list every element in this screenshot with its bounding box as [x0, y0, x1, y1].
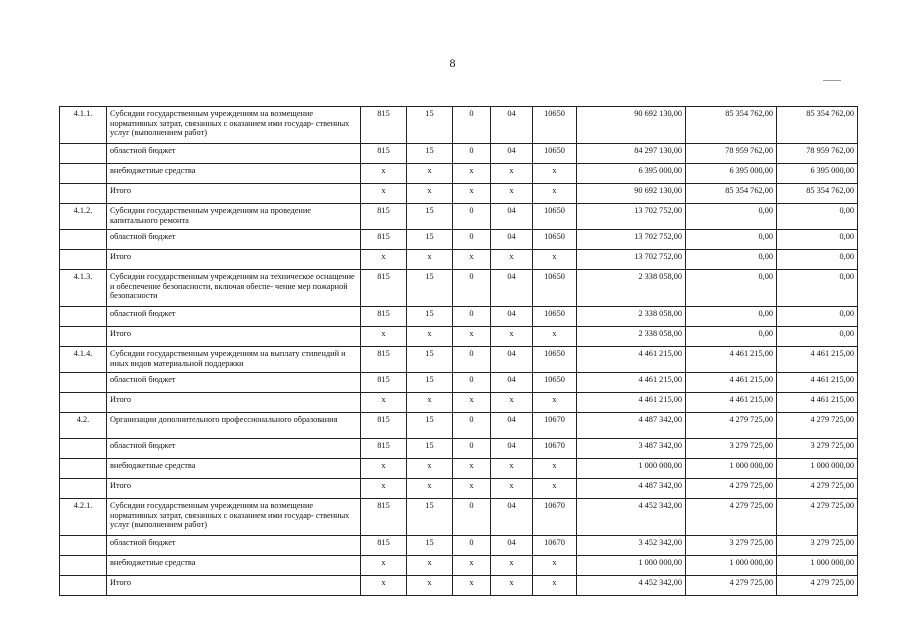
amount-cell: 2 338 058,00 [577, 270, 686, 307]
table-row [60, 184, 858, 204]
code-cell: 15 [407, 107, 453, 144]
row-number-cell [60, 393, 107, 413]
row-number-cell [60, 307, 107, 327]
row-number-cell [60, 556, 107, 576]
code-cell: x [491, 479, 533, 499]
amount-cell: 0,00 [686, 250, 777, 270]
code-cell: x [407, 576, 453, 596]
amount-cell: 4 461 215,00 [577, 347, 686, 373]
amount-cell: 1 000 000,00 [777, 556, 858, 576]
amount-cell: 13 702 752,00 [577, 250, 686, 270]
code-cell: 0 [453, 499, 491, 536]
code-cell: x [407, 479, 453, 499]
code-cell: x [407, 393, 453, 413]
row-name-cell: Субсидии государственным учреждениям на техническое оснащение и обеспечение безопасности, включая обеспе- чение мер пожарной безопасности [107, 270, 361, 307]
code-cell: 04 [491, 536, 533, 556]
row-name-cell: Итого [107, 250, 361, 270]
code-cell: x [361, 459, 407, 479]
code-cell: x [361, 327, 407, 347]
amount-cell: 1 000 000,00 [686, 459, 777, 479]
code-cell: x [533, 327, 577, 347]
row-number-cell [60, 184, 107, 204]
code-cell: 815 [361, 373, 407, 393]
amount-cell: 2 338 058,00 [577, 307, 686, 327]
amount-cell: 3 487 342,00 [577, 439, 686, 459]
amount-cell: 3 279 725,00 [686, 439, 777, 459]
table-row [60, 439, 858, 459]
table-row [60, 164, 858, 184]
code-cell: 04 [491, 499, 533, 536]
code-cell: 10670 [533, 413, 577, 439]
code-cell: 815 [361, 270, 407, 307]
table-row [60, 204, 858, 230]
code-cell: 10650 [533, 230, 577, 250]
amount-cell: 4 279 725,00 [686, 576, 777, 596]
row-name-cell: Итого [107, 327, 361, 347]
row-number-cell: 4.1.2. [60, 204, 107, 230]
code-cell: 15 [407, 204, 453, 230]
row-name-cell: областной бюджет [107, 439, 361, 459]
amount-cell: 3 279 725,00 [686, 536, 777, 556]
code-cell: x [361, 479, 407, 499]
code-cell: x [491, 459, 533, 479]
amount-cell: 4 279 725,00 [686, 479, 777, 499]
code-cell: x [533, 576, 577, 596]
amount-cell: 1 000 000,00 [777, 459, 858, 479]
amount-cell: 4 279 725,00 [777, 479, 858, 499]
table-row [60, 347, 858, 373]
code-cell: 815 [361, 499, 407, 536]
amount-cell: 85 354 762,00 [777, 184, 858, 204]
amount-cell: 0,00 [686, 307, 777, 327]
code-cell: 15 [407, 373, 453, 393]
row-name-cell: внебюджетные средства [107, 556, 361, 576]
amount-cell: 4 487 342,00 [577, 479, 686, 499]
code-cell: 10650 [533, 107, 577, 144]
table-row [60, 144, 858, 164]
code-cell: 10650 [533, 144, 577, 164]
code-cell: 10670 [533, 439, 577, 459]
row-name-cell: Субсидии государственным учреждениям на возмещение нормативных затрат, связанных с оказанием ими государ- ственных услуг (выполнением работ) [107, 499, 361, 536]
row-name-cell: Итого [107, 479, 361, 499]
code-cell: x [407, 327, 453, 347]
code-cell: x [361, 576, 407, 596]
code-cell: x [491, 164, 533, 184]
code-cell: x [361, 393, 407, 413]
table-row [60, 499, 858, 536]
row-number-cell [60, 327, 107, 347]
amount-cell: 4 461 215,00 [686, 373, 777, 393]
code-cell: 0 [453, 413, 491, 439]
amount-cell: 4 279 725,00 [777, 576, 858, 596]
code-cell: x [533, 556, 577, 576]
code-cell: x [453, 164, 491, 184]
amount-cell: 0,00 [777, 327, 858, 347]
row-number-cell: 4.2.1. [60, 499, 107, 536]
amount-cell: 0,00 [777, 307, 858, 327]
amount-cell: 4 461 215,00 [577, 373, 686, 393]
code-cell: x [453, 393, 491, 413]
amount-cell: 4 461 215,00 [777, 393, 858, 413]
code-cell: 04 [491, 107, 533, 144]
code-cell: x [491, 327, 533, 347]
table-row [60, 576, 858, 596]
amount-cell: 0,00 [777, 270, 858, 307]
row-name-cell: внебюджетные средства [107, 164, 361, 184]
code-cell: 815 [361, 144, 407, 164]
code-cell: 15 [407, 347, 453, 373]
code-cell: x [491, 556, 533, 576]
code-cell: 0 [453, 204, 491, 230]
row-number-cell [60, 536, 107, 556]
row-number-cell [60, 459, 107, 479]
row-number-cell [60, 144, 107, 164]
amount-cell: 4 279 725,00 [686, 413, 777, 439]
code-cell: x [533, 184, 577, 204]
row-name-cell: Субсидии государственным учреждениям на возмещение нормативных затрат, связанных с оказанием ими государ- ственных услуг (выполнением работ) [107, 107, 361, 144]
table-row [60, 536, 858, 556]
amount-cell: 6 395 000,00 [686, 164, 777, 184]
code-cell: 815 [361, 307, 407, 327]
code-cell: x [407, 184, 453, 204]
amount-cell: 4 461 215,00 [686, 393, 777, 413]
code-cell: 04 [491, 413, 533, 439]
table-row [60, 556, 858, 576]
code-cell: 0 [453, 270, 491, 307]
code-cell: x [361, 184, 407, 204]
table-row [60, 373, 858, 393]
amount-cell: 4 279 725,00 [777, 499, 858, 536]
code-cell: x [453, 250, 491, 270]
code-cell: x [407, 164, 453, 184]
code-cell: x [453, 556, 491, 576]
code-cell: 0 [453, 439, 491, 459]
code-cell: 0 [453, 230, 491, 250]
amount-cell: 13 702 752,00 [577, 204, 686, 230]
code-cell: 0 [453, 536, 491, 556]
code-cell: x [407, 250, 453, 270]
code-cell: 815 [361, 204, 407, 230]
amount-cell: 0,00 [686, 270, 777, 307]
row-name-cell: областной бюджет [107, 230, 361, 250]
code-cell: x [453, 327, 491, 347]
code-cell: 815 [361, 439, 407, 459]
amount-cell: 90 692 130,00 [577, 107, 686, 144]
amount-cell: 6 395 000,00 [777, 164, 858, 184]
code-cell: 15 [407, 499, 453, 536]
code-cell: 0 [453, 307, 491, 327]
code-cell: 04 [491, 439, 533, 459]
amount-cell: 85 354 762,00 [686, 107, 777, 144]
row-number-cell [60, 479, 107, 499]
code-cell: x [491, 393, 533, 413]
code-cell: 10650 [533, 204, 577, 230]
code-cell: 04 [491, 144, 533, 164]
row-name-cell: Итого [107, 184, 361, 204]
row-name-cell: областной бюджет [107, 307, 361, 327]
table-row [60, 327, 858, 347]
table-row [60, 107, 858, 144]
code-cell: 815 [361, 107, 407, 144]
code-cell: 15 [407, 144, 453, 164]
scan-mark [823, 80, 841, 81]
row-name-cell: Субсидии государственным учреждениям на проведение капитального ремонта [107, 204, 361, 230]
code-cell: 04 [491, 307, 533, 327]
amount-cell: 4 461 215,00 [777, 347, 858, 373]
amount-cell: 4 461 215,00 [577, 393, 686, 413]
code-cell: x [361, 556, 407, 576]
budget-table [59, 106, 858, 596]
amount-cell: 78 959 762,00 [686, 144, 777, 164]
table-row [60, 459, 858, 479]
amount-cell: 0,00 [777, 230, 858, 250]
row-name-cell: Субсидии государственным учреждениям на выплату стипендий и иных видов материальной поддержки [107, 347, 361, 373]
code-cell: x [453, 576, 491, 596]
amount-cell: 0,00 [686, 327, 777, 347]
code-cell: 815 [361, 347, 407, 373]
amount-cell: 4 487 342,00 [577, 413, 686, 439]
code-cell: 04 [491, 373, 533, 393]
code-cell: 0 [453, 347, 491, 373]
row-number-cell: 4.1.4. [60, 347, 107, 373]
code-cell: x [533, 164, 577, 184]
code-cell: x [407, 459, 453, 479]
code-cell: x [361, 164, 407, 184]
amount-cell: 4 279 725,00 [686, 499, 777, 536]
table-row [60, 393, 858, 413]
row-number-cell [60, 230, 107, 250]
code-cell: x [491, 250, 533, 270]
row-name-cell: Организации дополнительного профессионального образования [107, 413, 361, 439]
code-cell: 0 [453, 373, 491, 393]
amount-cell: 0,00 [777, 204, 858, 230]
code-cell: 15 [407, 439, 453, 459]
amount-cell: 4 461 215,00 [777, 373, 858, 393]
amount-cell: 4 452 342,00 [577, 499, 686, 536]
table-row [60, 479, 858, 499]
row-number-cell: 4.2. [60, 413, 107, 439]
page-number: 8 [449, 56, 456, 70]
code-cell: 15 [407, 270, 453, 307]
code-cell: 0 [453, 144, 491, 164]
code-cell: 04 [491, 230, 533, 250]
code-cell: x [491, 576, 533, 596]
code-cell: 815 [361, 413, 407, 439]
code-cell: 815 [361, 230, 407, 250]
amount-cell: 6 395 000,00 [577, 164, 686, 184]
amount-cell: 0,00 [686, 204, 777, 230]
amount-cell: 13 702 752,00 [577, 230, 686, 250]
table-body [60, 107, 858, 596]
amount-cell: 90 692 130,00 [577, 184, 686, 204]
amount-cell: 1 000 000,00 [577, 556, 686, 576]
row-number-cell [60, 576, 107, 596]
code-cell: x [533, 479, 577, 499]
amount-cell: 78 959 762,00 [777, 144, 858, 164]
code-cell: 15 [407, 307, 453, 327]
row-name-cell: областной бюджет [107, 373, 361, 393]
amount-cell: 2 338 058,00 [577, 327, 686, 347]
code-cell: x [361, 250, 407, 270]
code-cell: x [533, 393, 577, 413]
code-cell: 15 [407, 536, 453, 556]
row-name-cell: Итого [107, 393, 361, 413]
row-name-cell: областной бюджет [107, 536, 361, 556]
amount-cell: 3 279 725,00 [777, 439, 858, 459]
row-number-cell [60, 164, 107, 184]
code-cell: 10650 [533, 270, 577, 307]
row-number-cell: 4.1.1. [60, 107, 107, 144]
code-cell: x [533, 459, 577, 479]
code-cell: 04 [491, 270, 533, 307]
amount-cell: 4 452 342,00 [577, 576, 686, 596]
code-cell: x [407, 556, 453, 576]
code-cell: 10650 [533, 373, 577, 393]
code-cell: 04 [491, 347, 533, 373]
table-row [60, 270, 858, 307]
row-number-cell: 4.1.3. [60, 270, 107, 307]
row-number-cell [60, 439, 107, 459]
amount-cell: 84 297 130,00 [577, 144, 686, 164]
row-name-cell: областной бюджет [107, 144, 361, 164]
code-cell: 10670 [533, 536, 577, 556]
table-row [60, 307, 858, 327]
table-row [60, 250, 858, 270]
amount-cell: 1 000 000,00 [577, 459, 686, 479]
code-cell: 0 [453, 107, 491, 144]
amount-cell: 3 279 725,00 [777, 536, 858, 556]
row-name-cell: внебюджетные средства [107, 459, 361, 479]
code-cell: x [453, 184, 491, 204]
table-row [60, 230, 858, 250]
code-cell: 10650 [533, 307, 577, 327]
table-row [60, 413, 858, 439]
amount-cell: 85 354 762,00 [686, 184, 777, 204]
code-cell: 15 [407, 230, 453, 250]
amount-cell: 85 354 762,00 [777, 107, 858, 144]
code-cell: x [453, 459, 491, 479]
row-number-cell [60, 373, 107, 393]
code-cell: 10650 [533, 347, 577, 373]
code-cell: 15 [407, 413, 453, 439]
row-number-cell [60, 250, 107, 270]
amount-cell: 3 452 342,00 [577, 536, 686, 556]
amount-cell: 4 279 725,00 [777, 413, 858, 439]
code-cell: 04 [491, 204, 533, 230]
amount-cell: 0,00 [686, 230, 777, 250]
amount-cell: 4 461 215,00 [686, 347, 777, 373]
amount-cell: 0,00 [777, 250, 858, 270]
code-cell: x [533, 250, 577, 270]
code-cell: x [491, 184, 533, 204]
code-cell: 10670 [533, 499, 577, 536]
code-cell: x [453, 479, 491, 499]
row-name-cell: Итого [107, 576, 361, 596]
amount-cell: 1 000 000,00 [686, 556, 777, 576]
code-cell: 815 [361, 536, 407, 556]
